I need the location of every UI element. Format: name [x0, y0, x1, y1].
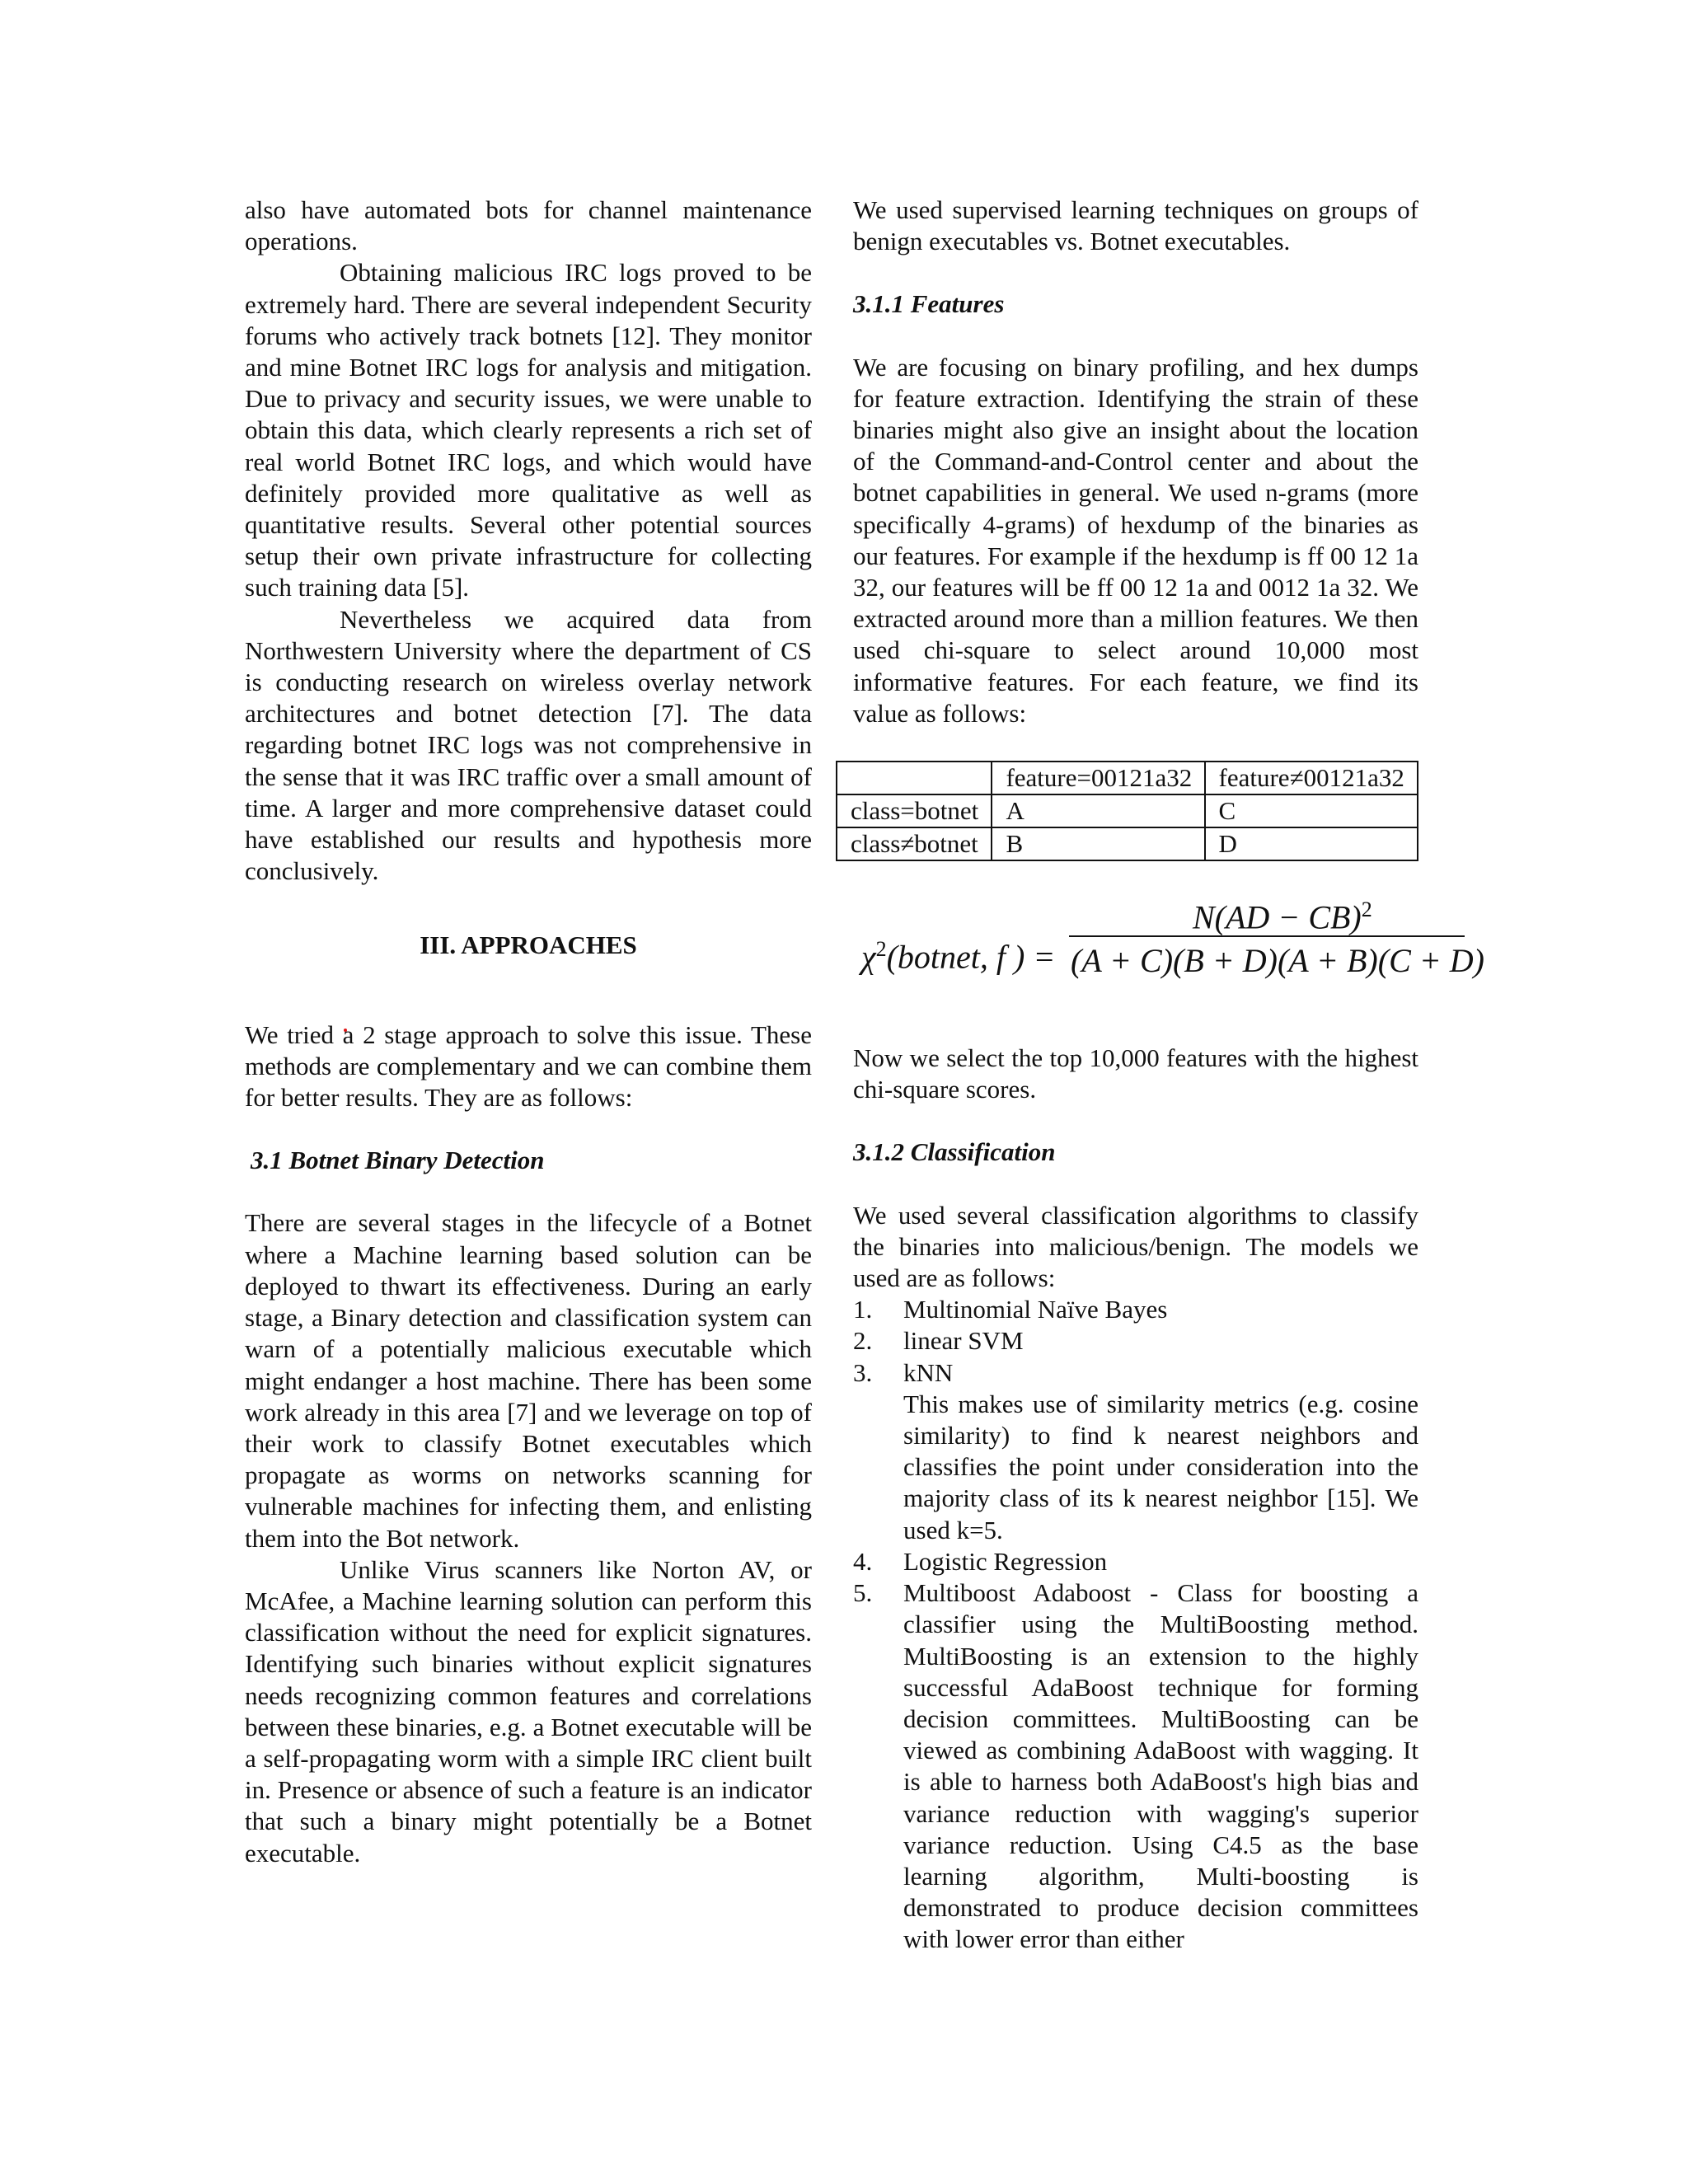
table-cell: D	[1205, 827, 1418, 860]
list-text: linear SVM	[903, 1326, 1024, 1356]
paragraph: There are several stages in the lifecycle of a Botnet where a Machine learning based solution can be deployed to thwart its effectiveness. During an early stage, a Binary detection and classification system can warn of a potentially malicious executable which might endanger a host machine. There has been some work already in this area [7] and we leverage on top of their work to classify Botnet executables which propagate as worms on networks scanning for vulnerable machines for infecting them, and enlisting them into the Bot network.	[245, 1208, 812, 1553]
list-number: 3.	[853, 1357, 873, 1387]
formula-lhs	[861, 934, 1056, 976]
table-cell: B	[992, 827, 1204, 860]
formula-args: (botnet, f ) =	[886, 938, 1056, 976]
paragraph: Nevertheless we acquired data from Northwestern University where the department of CS is conducting research on wireless overlay network architectures and botnet detection [7]. The data regarding botnet IRC logs was not comprehensive in the sense that it was IRC traffic over a small amount of time. A larger and more comprehensive dataset could have established our results and hypothesis more conclusively.	[245, 604, 812, 886]
table-cell: class≠botnet	[837, 827, 992, 860]
paragraph: We used several classification algorithms to classify the binaries into malicious/benign. The models we used are as follows:	[853, 1200, 1418, 1293]
list-item	[853, 1357, 1418, 1389]
exponent: 2	[875, 937, 887, 962]
table-cell: feature≠00121a32	[1205, 762, 1418, 794]
table-cell: feature=00121a32	[992, 762, 1204, 794]
paragraph: Unlike Virus scanners like Norton AV, or McAfee, a Machine learning solution can perform this classification without the need for explicit signatures. Identifying such binaries without explicit signatures needs recognizing common features and correlations between these binaries, e.g. a Botnet executable will be a self-propagating worm with a simple IRC client built in. Presence or absence of such a feature is an indicator that such a binary might potentially be a Botnet executable.	[245, 1554, 812, 1868]
list-number: 4.	[853, 1546, 873, 1576]
paragraph: We are focusing on binary profiling, and hex dumps for feature extraction. Identifying the strain of these binaries might also give an insight about the location of the Command-and-Control center and about the botnet capabilities in general. We used n-grams (more specifically 4-grams) of hexdump of the binaries as our features. For example if the hexdump is ff 00 12 1a 32, our features will be ff 00 12 1a and 0012 1a 32. We extracted around more than a million features. We then used chi-square to select around 10,000 most informative features. For each feature, we find its value as follows:	[853, 352, 1418, 728]
list-number: 1.	[853, 1295, 873, 1324]
chi-symbol: χ	[861, 938, 876, 976]
left-column	[245, 194, 812, 1869]
chi-square-formula	[853, 894, 1484, 1018]
table-cell	[837, 762, 992, 794]
list-item	[853, 1294, 1418, 1325]
section-title: III. APPROACHES	[420, 930, 637, 960]
subsection-heading: 3.1.1 Features	[853, 289, 1005, 319]
paragraph: We tried a 2 stage approach to solve this issue. These methods are complementary and we can combine them for better results. They are as follows:	[245, 1019, 812, 1113]
model-list	[853, 1294, 1418, 1955]
paragraph: We used supervised learning techniques on groups of benign executables vs. Botnet executables.	[853, 195, 1418, 256]
table-cell: class=botnet	[837, 794, 992, 827]
paragraph: also have automated bots for channel maintenance operations.	[245, 195, 812, 256]
right-column	[851, 194, 1484, 1956]
exponent: 2	[1361, 898, 1372, 922]
list-text: kNN	[903, 1357, 954, 1387]
list-item	[853, 1389, 1418, 1546]
list-number: 2.	[853, 1326, 873, 1356]
table-row	[837, 827, 1418, 860]
list-item	[853, 1546, 1418, 1577]
contingency-table	[836, 761, 1418, 861]
list-text: Multinomial Naïve Bayes	[903, 1295, 1168, 1324]
table-row	[837, 794, 1418, 827]
spacer	[853, 729, 1418, 761]
list-item	[853, 1325, 1418, 1357]
formula-numerator	[1193, 894, 1372, 934]
numerator-text: N(AD − CB)	[1193, 898, 1362, 936]
table-row	[837, 762, 1418, 794]
paragraph: Obtaining malicious IRC logs proved to be extremely hard. There are several independent Security forums who actively track botnets [12]. They monitor and mine Botnet IRC logs for analysis and mitigation. Due to privacy and security issues, we were unable to obtain this data, which clearly represents a rich set of real world Botnet IRC logs, and which would have definitely provided more qualitative as well as quantitative results. Several other potential sources setup their own private infrastructure for collecting such training data [5].	[245, 258, 812, 602]
subsection-heading: 3.1 Botnet Binary Detection	[251, 1146, 545, 1175]
fraction-bar	[1069, 935, 1465, 937]
table-cell: A	[992, 794, 1204, 827]
list-text: This makes use of similarity metrics (e.g. cosine similarity) to find k nearest neighbors and classifies the point under consideration into the majority class of its k nearest neighbor [15]. We used k=5.	[903, 1389, 1418, 1544]
list-number: 5.	[853, 1578, 873, 1608]
list-text: Multiboost Adaboost - Class for boosting a classifier using the MultiBoosting method. MultiBoosting is an extension to the highly successful AdaBoost technique for forming decision committees. MultiBoosting can be viewed as combining AdaBoost with wagging. It is able to harness both AdaBoost's high bias and variance reduction with wagging's superior variance reduction. Using C4.5 as the base learning algorithm, Multi-boosting is demonstrated to produce decision committees with lower error than either	[903, 1578, 1418, 1954]
paragraph: Now we select the top 10,000 features with the highest chi-square scores.	[853, 1043, 1418, 1104]
table-cell: C	[1205, 794, 1418, 827]
formula-denominator: (A + C)(B + D)(A + B)(C + D)	[1071, 942, 1484, 980]
subsection-heading: 3.1.2 Classification	[853, 1137, 1056, 1167]
list-item	[853, 1577, 1418, 1955]
list-text: Logistic Regression	[903, 1546, 1108, 1576]
